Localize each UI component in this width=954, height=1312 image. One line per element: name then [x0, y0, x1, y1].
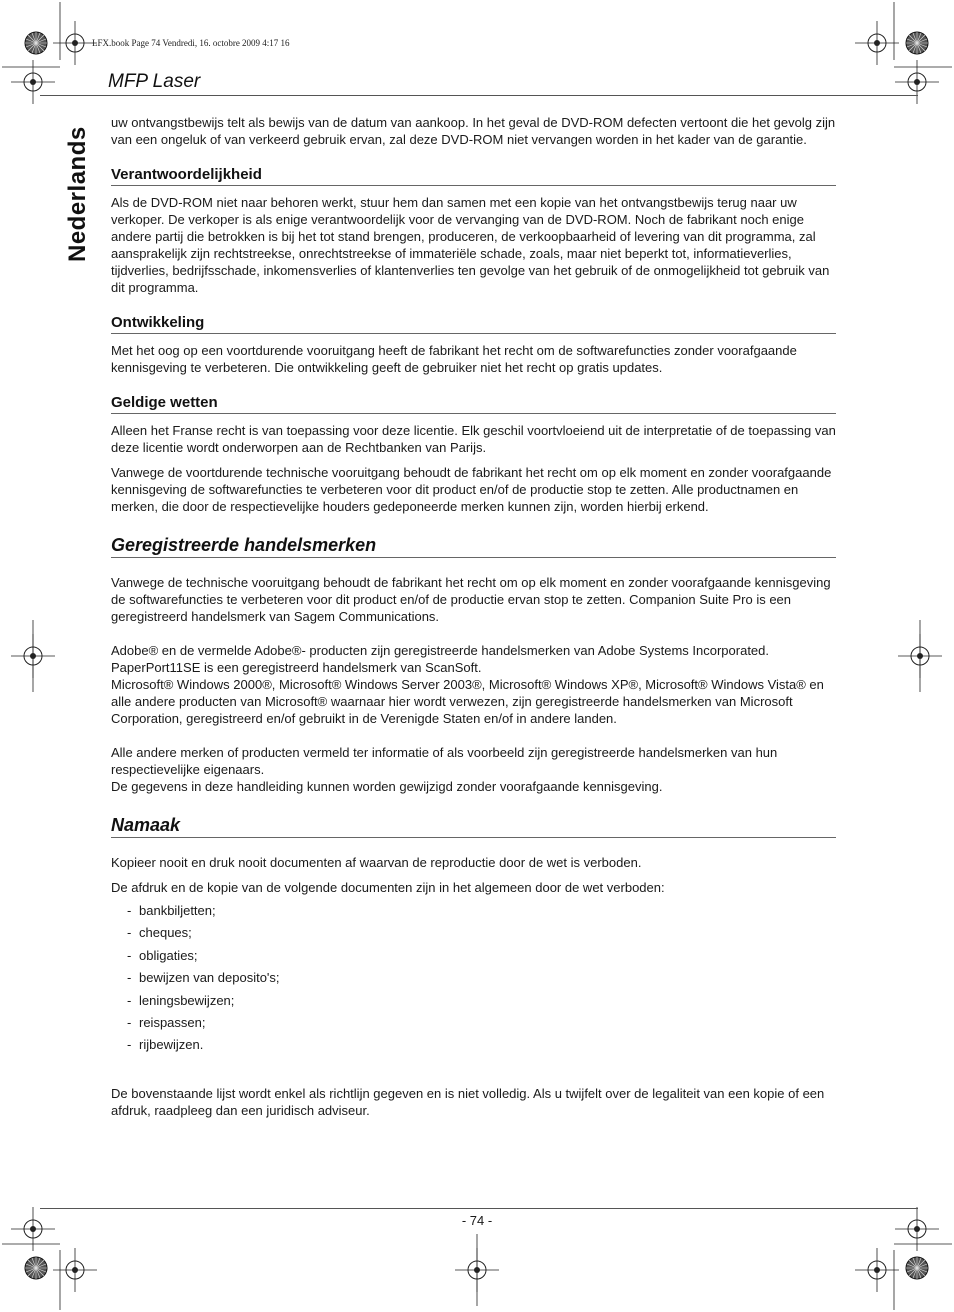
paragraph-handelsmerken-paperport: PaperPort11SE is een geregistreerd handelsmerk van ScanSoft. [111, 660, 482, 675]
paragraph-namaak-2: De afdruk en de kopie van de volgende documenten zijn in het algemeen door de wet verboden: [111, 880, 665, 895]
list-item: - rijbewijzen. [127, 1037, 204, 1053]
list-item: - cheques; [127, 925, 192, 941]
paragraph-handelsmerken-other: Alle andere merken of producten vermeld ter informatie of als voorbeeld zijn geregistreerde handelsmerken van hun respectievelijke eigenaars. [111, 745, 778, 777]
starburst-mark-bottom-right [906, 1257, 928, 1279]
crosshair-mark [855, 1248, 899, 1292]
paragraph-handelsmerken-notice: De gegevens in deze handleiding kunnen worden gewijzigd zonder voorafgaande kennisgeving. [111, 779, 663, 794]
page-number: - 74 - [461, 1213, 493, 1228]
footer-rule [40, 1208, 918, 1209]
starburst-mark-bottom-left [25, 1257, 47, 1279]
heading-verantwoordelijkheid: Verantwoordelijkheid [111, 165, 836, 186]
paragraph-namaak-1: Kopieer nooit en druk nooit documenten af waarvan de reproductie door de wet is verboden. [111, 855, 642, 870]
intro-paragraph: uw ontvangstbewijs telt als bewijs van de datum van aankoop. In het geval de DVD-ROM defecten vertoont die het gevolg zijn van een ongeluk of van verkeerd gebruik ervan, zal deze DVD-ROM niet vervangen worden in het kader van de garantie. [111, 115, 836, 147]
paragraph-handelsmerken-microsoft: Microsoft® Windows 2000®, Microsoft® Windows Server 2003®, Microsoft® Windows XP®, Microsoft® Windows Vista® en alle andere producten van Microsoft® waarnaar hier wordt verwezen, zijn geregistreerde handelsmerken van Microsoft Corporation, geregistreerd en/of gebruikt in de Verenigde Staten en/of in andere landen. [111, 677, 824, 726]
paragraph-handelsmerken-adobe: Adobe® en de vermelde Adobe®- producten zijn geregistreerde handelsmerken van Adobe Systems Incorporated. [111, 643, 769, 658]
paragraph-geldige-wetten-1: Alleen het Franse recht is van toepassing voor deze licentie. Elk geschil voortvloeiend uit de interpretatie of de toepassing van deze licentie wordt onderworpen aan de Rechtbanken van Parijs. [111, 423, 836, 455]
print-info-line: LFX.book Page 74 Vendredi, 16. octobre 2009 4:17 16 [92, 38, 290, 48]
heading-namaak: Namaak [111, 814, 836, 838]
language-side-tab: Nederlands [64, 126, 91, 262]
paragraph-ontwikkeling: Met het oog op een voortdurende vooruitgang heeft de fabrikant het recht om de softwarefuncties zonder voorafgaande kennisgeving te verbeteren. Die ontwikkeling geeft de gebruiker niet het recht op gratis updates. [111, 343, 797, 375]
page-content [111, 114, 836, 1127]
list-item: - bankbiljetten; [127, 903, 216, 918]
paragraph-handelsmerken-1: Vanwege de technische vooruitgang behoudt de fabrikant het recht om op elk moment en zonder voorafgaande kennisgeving de softwarefuncties te verbeteren voor dit product en/of de productie ervan stop te zetten. Companion Suite Pro is een geregistreerd handelsmerk van Sagem Communications. [111, 575, 831, 624]
heading-ontwikkeling: Ontwikkeling [111, 313, 836, 334]
header-rule [40, 95, 918, 96]
list-item: - reispassen; [127, 1014, 206, 1030]
list-item: - bewijzen van deposito's; [127, 970, 280, 986]
forbidden-documents-list [127, 902, 836, 1053]
list-item: - leningsbewijzen; [127, 992, 235, 1008]
starburst-mark-top-left [25, 32, 47, 54]
paragraph-verantwoordelijkheid: Als de DVD-ROM niet naar behoren werkt, stuur hem dan samen met een kopie van het ontvangstbewijs terug naar uw verkoper. De verkoper is als enige verantwoordelijk voor de vervanging van de DVD-ROM. Noch de fabrikant noch enige andere partij die betrokken is bij het tot stand brengen, produceren, de verkoopbaarheid of levering van dit programma, zal aansprakelijk zijn rechtstreekse, onrechtstreekse of immateriële schade, zoals, maar niet beperkt tot, informatieverlies, tijdverlies, bedrijfsschade, inkomensverlies of klantenverlies ten gevolge van het gebruik of de onmogelijkheid tot gebruik van dit programma. [111, 195, 830, 295]
heading-geldige-wetten: Geldige wetten [111, 393, 836, 414]
list-item: - obligaties; [127, 947, 198, 963]
heading-handelsmerken: Geregistreerde handelsmerken [111, 534, 836, 558]
starburst-mark-top-right [906, 32, 928, 54]
paragraph-geldige-wetten-2: Vanwege de voortdurende technische vooruitgang behoudt de fabrikant het recht om op elk moment en zonder voorafgaande kennisgeving de softwarefuncties te verbeteren voor dit product en/of de productie stop te zetten. Alle productnamen en merken, die door de respectievelijke houders gedeponeerde merken kunnen zijn, worden hierbij erkend. [111, 465, 832, 514]
paragraph-namaak-3: De bovenstaande lijst wordt enkel als richtlijn gegeven en is niet volledig. Als u twijfelt over de legaliteit van een kopie of een afdruk, raadpleeg dan een juridisch adviseur. [111, 1085, 825, 1118]
document-header-title: MFP Laser [108, 71, 201, 92]
crosshair-mark [855, 21, 899, 65]
